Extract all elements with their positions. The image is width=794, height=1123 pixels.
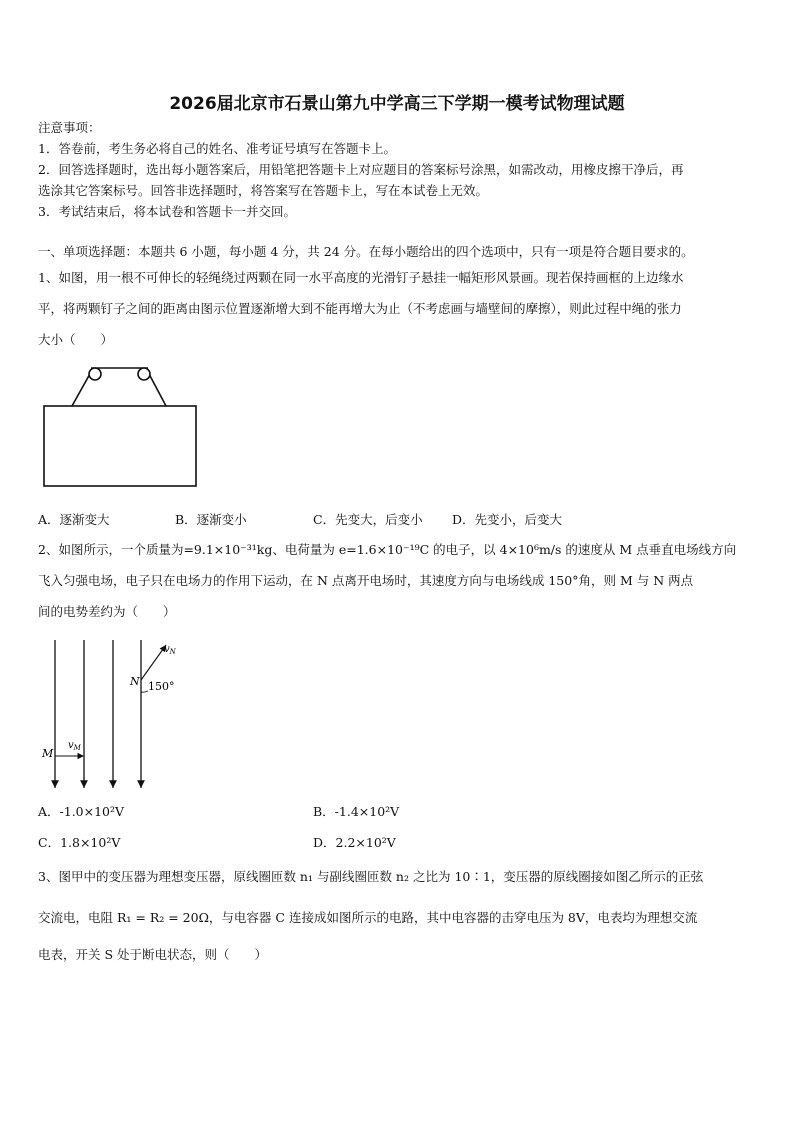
section-heading: 一、单项选择题：本题共 6 小题，每小题 4 分，共 24 分。在每小题给出的四个选项中，只有一项是符合题目要求的。 <box>38 244 694 259</box>
label-vm: $v_M$ <box>68 740 81 752</box>
q2-stem: 2、如图所示，一个质量为=9.1×10⁻³¹kg、电荷量为 e=1.6×10⁻¹⁹C 的电子，以 4×10⁶m/s 的速度从 M 点垂直电场线方向 <box>38 542 737 557</box>
picture-frame <box>44 406 196 486</box>
q1-figure-picture-frame <box>38 360 208 490</box>
q1-option-c: C．先变大，后变小 <box>313 512 423 527</box>
q2-stem: 飞入匀强电场，电子只在电场力的作用下运动，在 N 点离开电场时，其速度方向与电场线成 150°角，则 M 与 N 两点 <box>38 573 694 588</box>
paper-title: 2026届北京市石景山第九中学高三下学期一模考试物理试题 <box>169 94 625 114</box>
label-vn: $v_N$ <box>164 644 176 656</box>
q3-stem: 3、图甲中的变压器为理想变压器，原线圈匝数 n₁ 与副线圈匝数 n₂ 之比为 10∶1，变压器的原线圈接如图乙所示的正弦 <box>38 869 704 884</box>
q1-option-d: D．先变小，后变大 <box>452 512 563 527</box>
notice-item: 选涂其它答案标号。回答非选择题时，将答案写在答题卡上，写在本试卷上无效。 <box>38 183 489 198</box>
velocity-n-arrow <box>141 645 166 680</box>
label-n: N <box>130 675 140 688</box>
notice-item: 2．回答选择题时，选出每小题答案后，用铅笔把答题卡上对应题目的答案标号涂黑，如需改动，用橡皮擦干净后，再 <box>38 162 684 177</box>
label-m: M <box>42 747 54 760</box>
angle-label: 150° <box>148 680 175 693</box>
q1-option-b: B．逐渐变小 <box>175 512 247 527</box>
nail-right <box>138 368 150 380</box>
q2-option-a: A．-1.0×10²V <box>38 804 125 819</box>
q2-option-c: C．1.8×10²V <box>38 835 121 850</box>
q3-stem: 交流电，电阻 R₁ = R₂ = 20Ω，与电容器 C 连接成如图所示的电路，其中电容器的击穿电压为 8V，电表均为理想交流 <box>38 910 698 925</box>
rope-left <box>72 372 91 406</box>
q2-option-b: B．-1.4×10²V <box>313 804 400 819</box>
notice-item: 1．答卷前，考生务必将自己的姓名、准考证号填写在答题卡上。 <box>38 141 396 156</box>
q1-stem: 大小（ ） <box>38 332 114 347</box>
q1-stem: 1、如图，用一根不可伸长的轻绳绕过两颗在同一水平高度的光滑钉子悬挂一幅矩形风景画。现若保持画框的上边缘水 <box>38 270 684 285</box>
angle-arc <box>141 691 148 692</box>
q1-stem: 平，将两颗钉子之间的距离由图示位置逐渐增大到不能再增大为止（不考虑画与墙壁间的摩擦），则此过程中绳的张力 <box>38 301 682 316</box>
q3-stem: 电表，开关 S 处于断电状态，则（ ） <box>38 947 268 962</box>
q2-stem: 间的电势差约为（ ） <box>38 604 176 619</box>
notice-heading: 注意事项： <box>38 120 101 135</box>
q2-figure-electric-field <box>38 636 188 794</box>
nail-left <box>89 368 101 380</box>
notice-item: 3．考试结束后，将本试卷和答题卡一并交回。 <box>38 204 296 219</box>
rope-right <box>148 372 166 406</box>
q1-option-a: A．逐渐变大 <box>38 512 110 527</box>
q2-option-d: D．2.2×10²V <box>313 835 396 850</box>
